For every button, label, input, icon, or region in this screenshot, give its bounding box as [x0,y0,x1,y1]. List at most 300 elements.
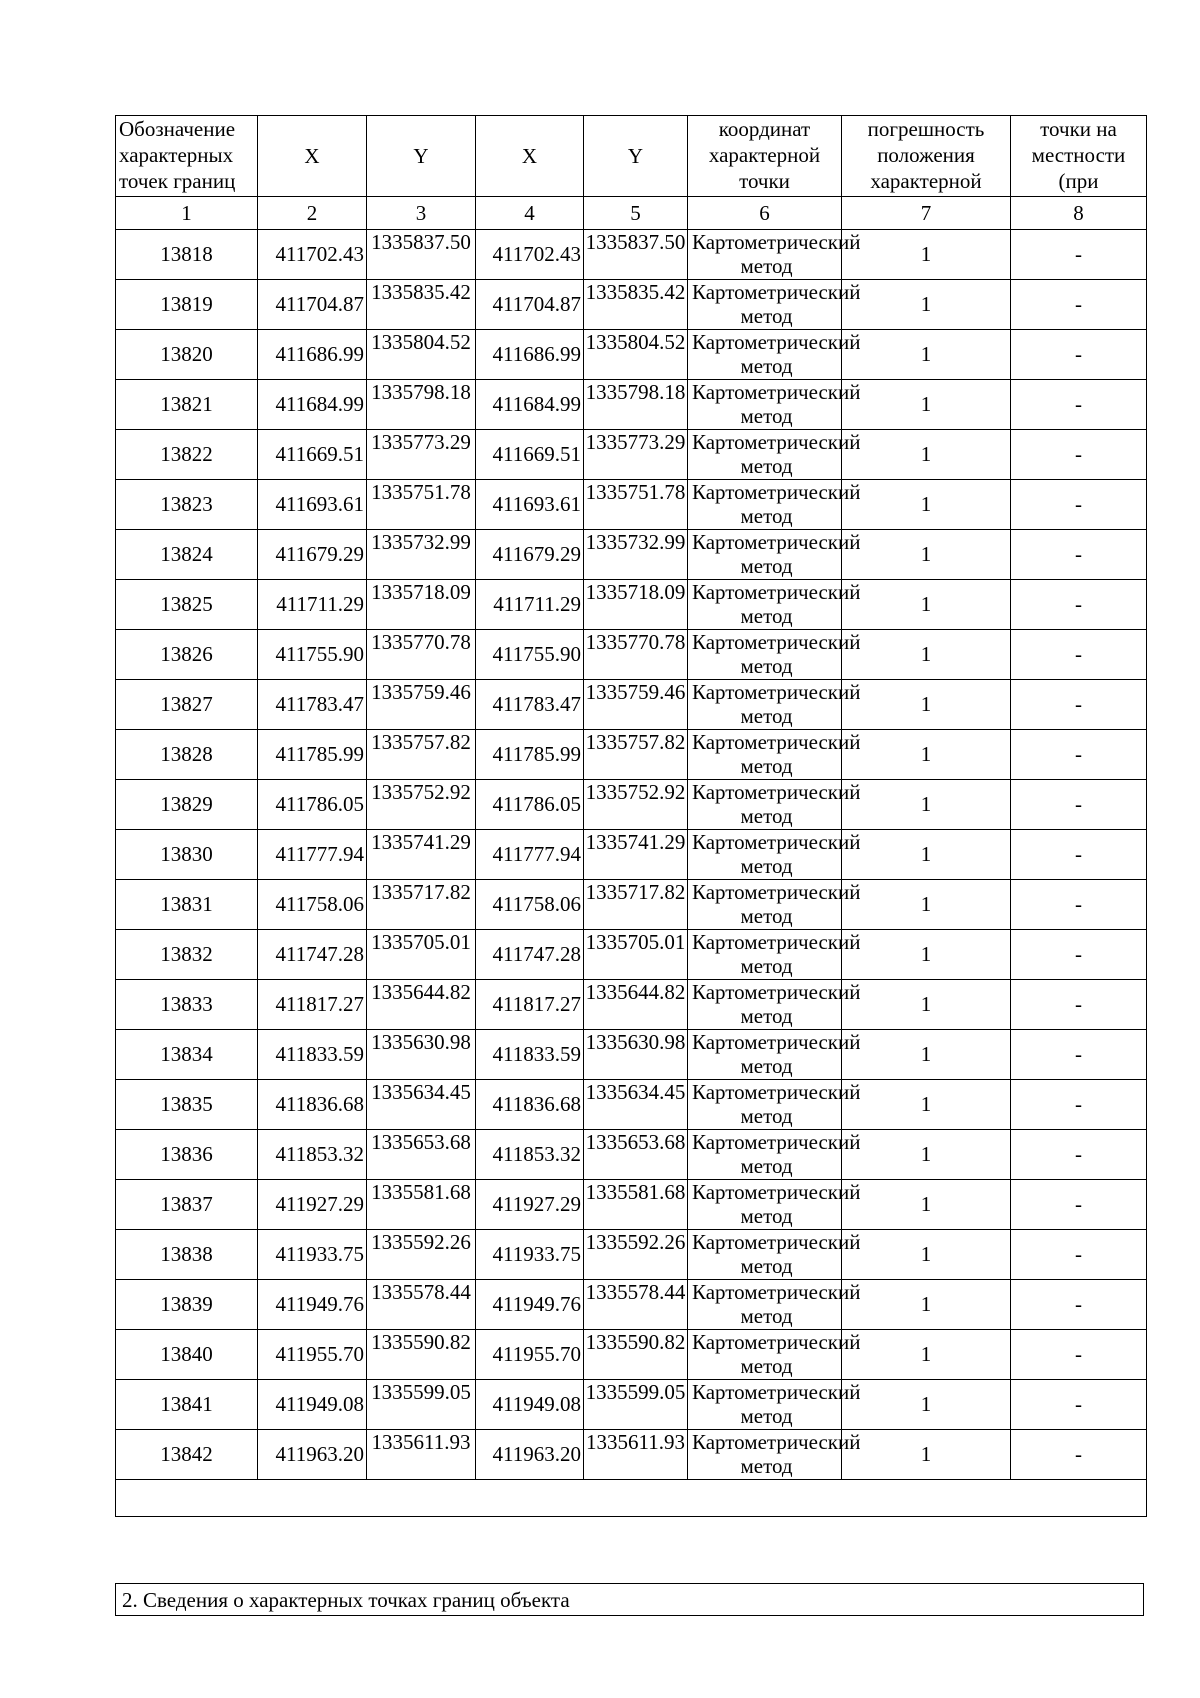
x-coordinate-cell: 411704.87 [476,280,584,330]
method-cell [688,230,861,280]
error-cell: 1 [842,580,1011,630]
y-coordinate-cell-text: 1335798.18 [585,380,686,404]
x-coordinate-cell: 411927.29 [476,1180,584,1230]
y-coordinate-cell-text: 1335611.93 [586,1430,685,1454]
error-cell: 1 [842,730,1011,780]
header-point-designation: Обозначение характерных точек границ [116,116,258,197]
x-coordinate-cell: 411669.51 [258,430,367,480]
x-coordinate-cell: 411679.29 [258,530,367,580]
x-coordinate-cell: 411704.87 [258,280,367,330]
table-row [116,680,1147,730]
column-number: 4 [476,197,584,230]
y-coordinate-cell-text: 1335634.45 [371,1080,471,1104]
method-cell-text: Картометрический метод [692,730,861,778]
x-coordinate-cell: 411949.76 [258,1280,367,1330]
table-row [116,280,1147,330]
error-cell: 1 [842,980,1011,1030]
y-coordinate-cell-text: 1335611.93 [371,1430,471,1454]
y-coordinate-cell-text: 1335752.92 [585,780,686,804]
y-coordinate-cell-text: 1335718.09 [371,580,471,604]
column-number: 2 [258,197,367,230]
error-cell: 1 [842,930,1011,980]
y-coordinate-cell-text: 1335741.29 [585,830,686,854]
y-coordinate-cell [367,730,476,780]
y-coordinate-cell-text: 1335773.29 [371,430,471,454]
note-cell: - [1011,1180,1147,1230]
y-coordinate-cell-text: 1335592.26 [585,1230,686,1254]
y-coordinate-cell-text: 1335599.05 [585,1380,686,1404]
x-coordinate-cell: 411853.32 [258,1130,367,1180]
x-coordinate-cell: 411747.28 [476,930,584,980]
method-cell [688,1130,861,1180]
note-cell: - [1011,580,1147,630]
table-row [116,480,1147,530]
method-cell-text: Картометрический метод [692,530,861,578]
note-cell: - [1011,680,1147,730]
y-coordinate-cell [367,880,476,930]
point-id-cell: 13825 [116,580,258,630]
y-coordinate-cell-text: 1335798.18 [371,380,471,404]
y-coordinate-cell-text: 1335581.68 [371,1180,471,1204]
x-coordinate-cell: 411684.99 [258,380,367,430]
table-row [116,930,1147,980]
header-y-1: Y [367,116,476,197]
y-coordinate-cell-text: 1335751.78 [371,480,471,504]
point-id-cell: 13835 [116,1080,258,1130]
note-cell: - [1011,380,1147,430]
y-coordinate-cell-text: 1335759.46 [585,680,686,704]
point-id-cell: 13830 [116,830,258,880]
y-coordinate-cell [367,1180,476,1230]
method-cell [688,630,861,680]
method-cell [688,1230,861,1280]
y-coordinate-cell [367,1030,476,1080]
method-cell-text: Картометрический метод [692,780,861,828]
point-id-cell: 13824 [116,530,258,580]
y-coordinate-cell-text: 1335741.29 [371,830,471,854]
y-coordinate-cell-text: 1335718.09 [585,580,686,604]
point-id-cell: 13826 [116,630,258,680]
y-coordinate-cell [367,1330,476,1380]
table-row [116,1080,1147,1130]
y-coordinate-cell [367,380,476,430]
y-coordinate-cell-text: 1335653.68 [585,1130,686,1154]
table-row [116,630,1147,680]
x-coordinate-cell: 411955.70 [258,1330,367,1380]
point-id-cell: 13819 [116,280,258,330]
y-coordinate-cell [584,930,688,980]
x-coordinate-cell: 411785.99 [476,730,584,780]
header-coordinate-method: координат характерной точки [688,116,842,197]
point-id-cell: 13834 [116,1030,258,1080]
y-coordinate-cell [584,1230,688,1280]
table-row [116,830,1147,880]
x-coordinate-cell: 411783.47 [476,680,584,730]
y-coordinate-cell-text: 1335644.82 [585,980,686,1004]
table-row [116,380,1147,430]
error-cell: 1 [842,780,1011,830]
x-coordinate-cell: 411711.29 [476,580,584,630]
table-row [116,230,1147,280]
point-id-cell: 13818 [116,230,258,280]
error-cell: 1 [842,280,1011,330]
error-cell: 1 [842,1030,1011,1080]
y-coordinate-cell-text: 1335590.82 [371,1330,471,1354]
note-cell: - [1011,980,1147,1030]
header-y-2: Y [584,116,688,197]
y-coordinate-cell-text: 1335592.26 [371,1230,471,1254]
error-cell: 1 [842,480,1011,530]
y-coordinate-cell [584,1030,688,1080]
y-coordinate-cell [367,330,476,380]
point-id-cell: 13821 [116,380,258,430]
method-cell [688,530,861,580]
y-coordinate-cell [367,1230,476,1280]
point-id-cell: 13833 [116,980,258,1030]
error-cell: 1 [842,1330,1011,1380]
section-title: 2. Сведения о характерных точках границ объекта [115,1583,1144,1616]
point-id-cell: 13829 [116,780,258,830]
error-cell: 1 [842,880,1011,930]
point-id-cell: 13820 [116,330,258,380]
y-coordinate-cell [584,330,688,380]
y-coordinate-cell [584,730,688,780]
x-coordinate-cell: 411927.29 [258,1180,367,1230]
y-coordinate-cell-text: 1335835.42 [371,280,471,304]
y-coordinate-cell [367,1430,476,1480]
table-row [116,330,1147,380]
table-row [116,1280,1147,1330]
x-coordinate-cell: 411833.59 [258,1030,367,1080]
y-coordinate-cell-text: 1335837.50 [585,230,686,254]
method-cell [688,1330,861,1380]
x-coordinate-cell: 411777.94 [258,830,367,880]
x-coordinate-cell: 411949.76 [476,1280,584,1330]
x-coordinate-cell: 411949.08 [258,1380,367,1430]
x-coordinate-cell: 411702.43 [476,230,584,280]
x-coordinate-cell: 411955.70 [476,1330,584,1380]
method-cell-text: Картометрический метод [692,1080,861,1128]
x-coordinate-cell: 411833.59 [476,1030,584,1080]
note-cell: - [1011,530,1147,580]
x-coordinate-cell: 411679.29 [476,530,584,580]
point-id-cell: 13839 [116,1280,258,1330]
x-coordinate-cell: 411963.20 [476,1430,584,1480]
table-row [116,730,1147,780]
method-cell [688,680,861,730]
y-coordinate-cell-text: 1335804.52 [585,330,686,354]
method-cell-text: Картометрический метод [692,580,861,628]
method-cell-text: Картометрический метод [692,1280,861,1328]
method-cell-text: Картометрический метод [692,1130,861,1178]
y-coordinate-cell [584,1080,688,1130]
y-coordinate-cell-text: 1335773.29 [585,430,686,454]
error-cell: 1 [842,1430,1011,1480]
x-coordinate-cell: 411693.61 [258,480,367,530]
method-cell [688,330,861,380]
y-coordinate-cell-text: 1335759.46 [371,680,471,704]
x-coordinate-cell: 411836.68 [476,1080,584,1130]
y-coordinate-cell [367,230,476,280]
x-coordinate-cell: 411933.75 [476,1230,584,1280]
method-cell [688,1180,861,1230]
y-coordinate-cell [367,430,476,480]
y-coordinate-cell [584,630,688,680]
y-coordinate-cell [367,780,476,830]
y-coordinate-cell-text: 1335578.44 [585,1280,686,1304]
note-cell: - [1011,830,1147,880]
column-number: 3 [367,197,476,230]
y-coordinate-cell-text: 1335752.92 [371,780,471,804]
note-cell: - [1011,930,1147,980]
note-cell: - [1011,780,1147,830]
y-coordinate-cell [367,1080,476,1130]
y-coordinate-cell-text: 1335757.82 [371,730,471,754]
y-coordinate-cell [584,230,688,280]
note-cell: - [1011,1030,1147,1080]
method-cell-text: Картометрический метод [692,330,861,378]
method-cell-text: Картометрический метод [692,1030,861,1078]
y-coordinate-cell-text: 1335717.82 [371,880,471,904]
method-cell [688,830,861,880]
x-coordinate-cell: 411963.20 [258,1430,367,1480]
header-point-description: точки на местности (при [1011,116,1147,197]
method-cell [688,1280,861,1330]
header-row [116,116,1147,197]
y-coordinate-cell [584,1330,688,1380]
method-cell-text: Картометрический метод [692,630,861,678]
y-coordinate-cell [367,280,476,330]
point-id-cell: 13832 [116,930,258,980]
x-coordinate-cell: 411684.99 [476,380,584,430]
y-coordinate-cell-text: 1335770.78 [371,630,471,654]
error-cell: 1 [842,830,1011,880]
note-cell: - [1011,1080,1147,1130]
error-cell: 1 [842,680,1011,730]
x-coordinate-cell: 411786.05 [476,780,584,830]
note-cell: - [1011,730,1147,780]
error-cell: 1 [842,1380,1011,1430]
x-coordinate-cell: 411786.05 [258,780,367,830]
point-id-cell: 13842 [116,1430,258,1480]
x-coordinate-cell: 411758.06 [476,880,584,930]
x-coordinate-cell: 411711.29 [258,580,367,630]
method-cell [688,930,861,980]
table-row [116,780,1147,830]
y-coordinate-cell-text: 1335770.78 [585,630,686,654]
method-cell-text: Картометрический метод [692,980,861,1028]
table-row [116,430,1147,480]
y-coordinate-cell [367,1380,476,1430]
x-coordinate-cell: 411755.90 [258,630,367,680]
method-cell-text: Картометрический метод [692,1230,861,1278]
method-cell [688,430,861,480]
method-cell [688,380,861,430]
y-coordinate-cell-text: 1335634.45 [585,1080,686,1104]
table-row [116,1180,1147,1230]
method-cell [688,480,861,530]
method-cell-text: Картометрический метод [692,1430,861,1478]
y-coordinate-cell [584,880,688,930]
y-coordinate-cell [367,630,476,680]
method-cell [688,580,861,630]
y-coordinate-cell [584,530,688,580]
note-cell: - [1011,330,1147,380]
header-position-error: погрешность положения характерной [842,116,1011,197]
method-cell-text: Картометрический метод [692,1380,861,1428]
y-coordinate-cell [367,1130,476,1180]
note-cell: - [1011,1230,1147,1280]
error-cell: 1 [842,430,1011,480]
column-number: 1 [116,197,258,230]
method-cell-text: Картометрический метод [692,880,861,928]
y-coordinate-cell [584,1280,688,1330]
y-coordinate-cell [367,1280,476,1330]
method-cell [688,880,861,930]
point-id-cell: 13841 [116,1380,258,1430]
note-cell: - [1011,1380,1147,1430]
table-row [116,1030,1147,1080]
x-coordinate-cell: 411669.51 [476,430,584,480]
error-cell: 1 [842,1130,1011,1180]
method-cell-text: Картометрический метод [692,1330,861,1378]
method-cell [688,980,861,1030]
point-id-cell: 13836 [116,1130,258,1180]
y-coordinate-cell [584,1180,688,1230]
x-coordinate-cell: 411949.08 [476,1380,584,1430]
x-coordinate-cell: 411836.68 [258,1080,367,1130]
error-cell: 1 [842,330,1011,380]
y-coordinate-cell-text: 1335804.52 [371,330,471,354]
method-cell-text: Картометрический метод [692,380,861,428]
error-cell: 1 [842,530,1011,580]
error-cell: 1 [842,1180,1011,1230]
x-coordinate-cell: 411785.99 [258,730,367,780]
y-coordinate-cell-text: 1335644.82 [371,980,471,1004]
y-coordinate-cell-text: 1335705.01 [371,930,471,954]
error-cell: 1 [842,630,1011,680]
y-coordinate-cell-text: 1335578.44 [371,1280,471,1304]
table-row [116,1230,1147,1280]
method-cell [688,780,861,830]
y-coordinate-cell [367,980,476,1030]
table-row [116,1130,1147,1180]
column-number: 7 [842,197,1011,230]
method-cell [688,1030,861,1080]
error-cell: 1 [842,1080,1011,1130]
y-coordinate-cell [584,780,688,830]
error-cell: 1 [842,230,1011,280]
x-coordinate-cell: 411686.99 [476,330,584,380]
method-cell [688,730,861,780]
error-cell: 1 [842,1230,1011,1280]
note-cell: - [1011,1330,1147,1380]
y-coordinate-cell-text: 1335837.50 [371,230,471,254]
point-id-cell: 13838 [116,1230,258,1280]
note-cell: - [1011,280,1147,330]
point-id-cell: 13827 [116,680,258,730]
y-coordinate-cell [584,1130,688,1180]
x-coordinate-cell: 411783.47 [258,680,367,730]
error-cell: 1 [842,380,1011,430]
method-cell-text: Картометрический метод [692,680,861,728]
x-coordinate-cell: 411853.32 [476,1130,584,1180]
method-cell [688,1080,861,1130]
header-x-2: X [476,116,584,197]
note-cell: - [1011,1130,1147,1180]
x-coordinate-cell: 411755.90 [476,630,584,680]
point-id-cell: 13837 [116,1180,258,1230]
x-coordinate-cell: 411817.27 [258,980,367,1030]
y-coordinate-cell-text: 1335732.99 [371,530,471,554]
table-row [116,580,1147,630]
method-cell-text: Картометрический метод [692,430,861,478]
point-id-cell: 13822 [116,430,258,480]
note-cell: - [1011,230,1147,280]
y-coordinate-cell [584,830,688,880]
method-cell [688,1430,861,1480]
x-coordinate-cell: 411933.75 [258,1230,367,1280]
table-row [116,530,1147,580]
method-cell-text: Картометрический метод [692,930,861,978]
note-cell: - [1011,1430,1147,1480]
method-cell-text: Картометрический метод [692,1180,861,1228]
y-coordinate-cell-text: 1335599.05 [371,1380,471,1404]
y-coordinate-cell [584,980,688,1030]
y-coordinate-cell [367,930,476,980]
note-cell: - [1011,480,1147,530]
x-coordinate-cell: 411686.99 [258,330,367,380]
point-id-cell: 13828 [116,730,258,780]
column-number-row [116,197,1147,230]
note-cell: - [1011,1280,1147,1330]
blank-cell [116,1480,1147,1517]
y-coordinate-cell [584,480,688,530]
y-coordinate-cell [367,580,476,630]
x-coordinate-cell: 411702.43 [258,230,367,280]
y-coordinate-cell [367,530,476,580]
y-coordinate-cell-text: 1335705.01 [585,930,686,954]
column-number: 5 [584,197,688,230]
y-coordinate-cell-text: 1335630.98 [585,1030,686,1054]
x-coordinate-cell: 411777.94 [476,830,584,880]
y-coordinate-cell [584,580,688,630]
table-row [116,1380,1147,1430]
point-id-cell: 13840 [116,1330,258,1380]
x-coordinate-cell: 411817.27 [476,980,584,1030]
y-coordinate-cell [367,830,476,880]
y-coordinate-cell [584,1430,688,1480]
x-coordinate-cell: 411747.28 [258,930,367,980]
method-cell-text: Картометрический метод [692,830,861,878]
point-id-cell: 13823 [116,480,258,530]
method-cell-text: Картометрический метод [692,480,861,528]
column-number: 8 [1011,197,1147,230]
y-coordinate-cell-text: 1335717.82 [585,880,686,904]
y-coordinate-cell [584,380,688,430]
y-coordinate-cell [367,480,476,530]
method-cell-text: Картометрический метод [692,280,861,328]
y-coordinate-cell-text: 1335757.82 [585,730,686,754]
y-coordinate-cell-text: 1335732.99 [585,530,686,554]
y-coordinate-cell [367,680,476,730]
method-cell-text: Картометрический метод [692,230,861,278]
coordinates-table [115,115,1147,1517]
table-row [116,980,1147,1030]
y-coordinate-cell [584,680,688,730]
table-row [116,1330,1147,1380]
y-coordinate-cell [584,1380,688,1430]
